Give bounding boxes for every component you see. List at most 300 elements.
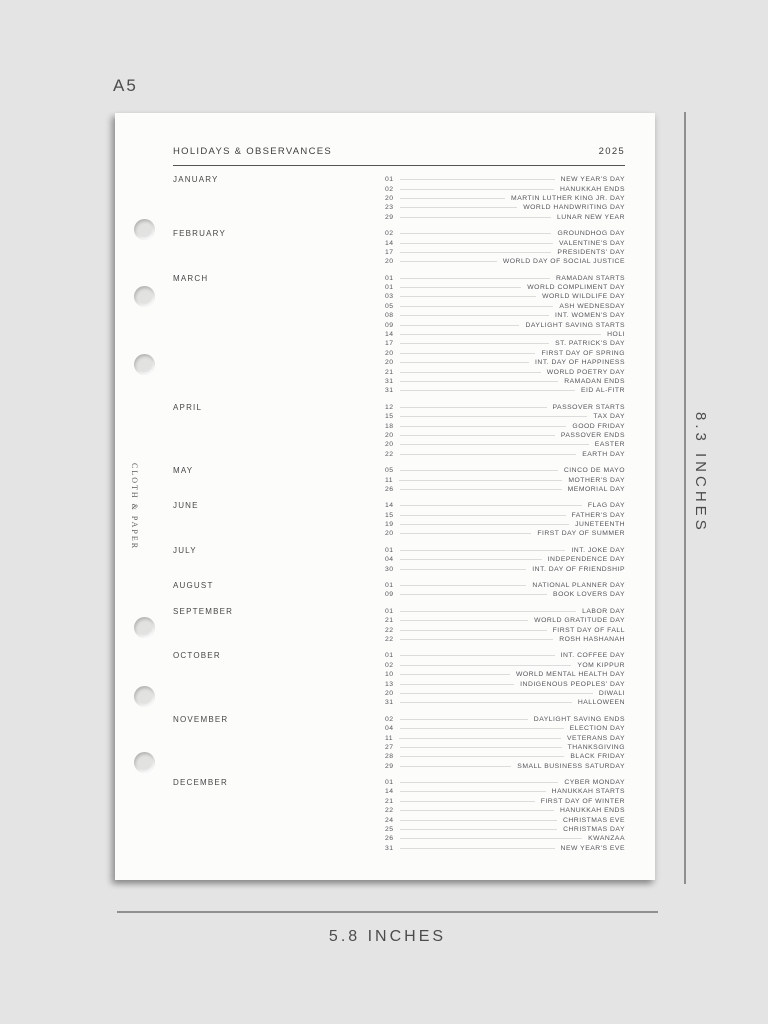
leader-line (400, 559, 542, 560)
holiday-date: 11 (385, 476, 394, 484)
leader-line (400, 278, 550, 279)
holiday-name: INT. JOKE DAY (571, 546, 625, 554)
punch-hole (134, 286, 155, 307)
holiday-name: HALLOWEEN (577, 699, 625, 707)
holiday-date: 02 (385, 230, 394, 238)
holiday-row (385, 339, 625, 348)
holiday-row (385, 581, 625, 590)
holiday-date: 31 (385, 844, 394, 852)
holiday-date: 29 (385, 213, 394, 221)
leader-line (400, 261, 497, 262)
holiday-name: WORLD COMPLIMENT DAY (527, 284, 625, 292)
holiday-date: 11 (385, 734, 394, 742)
holiday-row (385, 778, 625, 787)
leader-line (400, 756, 565, 757)
leader-line (400, 426, 567, 427)
holiday-date: 01 (385, 607, 394, 615)
leader-line (399, 738, 561, 739)
leader-line (400, 684, 515, 685)
holiday-row (385, 412, 625, 421)
leader-line (400, 252, 552, 253)
holiday-name: NATIONAL PLANNER DAY (532, 582, 625, 590)
holiday-name: CINCO DE MAYO (563, 467, 625, 475)
holiday-date: 14 (385, 331, 394, 339)
holiday-date: 09 (385, 321, 394, 329)
holiday-row (385, 440, 625, 449)
leader-line (400, 315, 549, 316)
holiday-date: 20 (385, 194, 394, 202)
month-section (173, 403, 625, 459)
holiday-name: EASTER (594, 441, 625, 449)
punch-hole (134, 617, 155, 638)
leader-line (400, 719, 528, 720)
holiday-name: INT. COFFEE DAY (560, 652, 625, 660)
leader-line (400, 569, 527, 570)
brand-vertical-text: CLOTH & PAPER (130, 463, 139, 551)
holiday-name: WORLD GRATITUDE DAY (534, 617, 625, 625)
holiday-name: NEW YEAR'S EVE (560, 844, 625, 852)
holiday-date: 04 (385, 725, 394, 733)
leader-line (400, 334, 602, 335)
holiday-date: 22 (385, 450, 394, 458)
month-label: DECEMBER (173, 777, 228, 787)
holiday-date: 01 (385, 546, 394, 554)
holiday-date: 01 (385, 274, 394, 282)
month-label: FEBRUARY (173, 228, 227, 238)
holiday-row (385, 292, 625, 301)
holiday-row (385, 421, 625, 430)
month-label: JUNE (173, 501, 199, 511)
leader-line (400, 747, 562, 748)
holiday-row (385, 825, 625, 834)
leader-line (400, 801, 535, 802)
holiday-date: 02 (385, 185, 394, 193)
holiday-name: ELECTION DAY (569, 725, 625, 733)
holiday-date: 01 (385, 284, 394, 292)
leader-line (400, 620, 529, 621)
holiday-name: WORLD DAY OF SOCIAL JUSTICE (502, 258, 625, 266)
holiday-name: FIRST DAY OF SPRING (541, 349, 625, 357)
leader-line (400, 782, 559, 783)
holiday-name: MOTHER'S DAY (568, 476, 625, 484)
holiday-row (385, 806, 625, 815)
month-entries (385, 501, 625, 539)
holiday-row (385, 330, 625, 339)
holiday-row (385, 834, 625, 843)
holiday-row (385, 175, 625, 184)
month-section (173, 274, 625, 396)
leader-line (400, 390, 575, 391)
holiday-name: LUNAR NEW YEAR (556, 213, 625, 221)
leader-line (400, 454, 577, 455)
holiday-row (385, 698, 625, 707)
holiday-row (385, 475, 625, 484)
month-entries (385, 403, 625, 459)
holiday-name: MEMORIAL DAY (567, 485, 625, 493)
holiday-name: INT. WOMEN'S DAY (555, 312, 625, 320)
holiday-row (385, 194, 625, 203)
holiday-date: 30 (385, 565, 394, 573)
holiday-name: HANUKKAH STARTS (551, 788, 625, 796)
month-label: APRIL (173, 402, 203, 412)
holiday-name: NEW YEAR'S DAY (560, 176, 625, 184)
holiday-row (385, 520, 625, 529)
leader-line (400, 594, 547, 595)
holiday-row (385, 815, 625, 824)
holiday-row (385, 283, 625, 292)
month-label: OCTOBER (173, 651, 221, 661)
holiday-name: INDIGENOUS PEOPLES' DAY (520, 680, 625, 688)
leader-line (400, 407, 547, 408)
leader-line (400, 189, 554, 190)
leader-line (400, 435, 555, 436)
months-list (173, 175, 625, 853)
holiday-row (385, 349, 625, 358)
width-dimension-label: 5.8 INCHES (328, 928, 447, 945)
holiday-date: 28 (385, 753, 394, 761)
holiday-date: 03 (385, 293, 394, 301)
holiday-row (385, 274, 625, 283)
width-dimension-line (117, 911, 658, 913)
holiday-name: EID AL-FITR (580, 387, 625, 395)
holiday-date: 20 (385, 441, 394, 449)
holiday-name: CHRISTMAS EVE (562, 816, 625, 824)
holiday-date: 20 (385, 689, 394, 697)
holiday-name: FATHER'S DAY (571, 511, 625, 519)
holiday-name: THANKSGIVING (567, 743, 625, 751)
leader-line (400, 325, 520, 326)
holiday-date: 26 (385, 835, 394, 843)
holiday-name: JUNETEENTH (575, 521, 625, 529)
holiday-name: WORLD HANDWRITING DAY (523, 204, 625, 212)
holiday-row (385, 689, 625, 698)
holiday-date: 29 (385, 762, 394, 770)
holiday-name: VETERANS DAY (567, 734, 625, 742)
holiday-row (385, 607, 625, 616)
holiday-date: 22 (385, 635, 394, 643)
holiday-row (385, 661, 625, 670)
leader-line (400, 470, 558, 471)
holiday-date: 01 (385, 652, 394, 660)
holiday-name: RAMADAN STARTS (555, 274, 625, 282)
punch-hole (134, 354, 155, 375)
planner-page (115, 113, 655, 880)
holiday-name: HANUKKAH ENDS (559, 185, 625, 193)
holiday-row (385, 651, 625, 660)
holiday-row (385, 546, 625, 555)
holiday-row (385, 184, 625, 193)
holiday-date: 21 (385, 368, 394, 376)
leader-line (400, 217, 551, 218)
month-label: SEPTEMBER (173, 606, 234, 616)
leader-line (399, 480, 562, 481)
holiday-name: LABOR DAY (582, 607, 625, 615)
holiday-row (385, 752, 625, 761)
holiday-date: 05 (385, 467, 394, 475)
holiday-row (385, 797, 625, 806)
holiday-name: CYBER MONDAY (564, 779, 625, 787)
month-entries (385, 715, 625, 771)
holiday-date: 09 (385, 591, 394, 599)
leader-line (400, 416, 588, 417)
holiday-name: WORLD POETRY DAY (546, 368, 625, 376)
holiday-date: 15 (385, 413, 394, 421)
leader-line (400, 444, 589, 445)
holiday-date: 04 (385, 556, 394, 564)
leader-line (400, 505, 582, 506)
holiday-date: 17 (385, 248, 394, 256)
holiday-row (385, 625, 625, 634)
leader-line (400, 728, 564, 729)
holiday-name: ASH WEDNESDAY (559, 302, 625, 310)
holiday-name: WORLD MENTAL HEALTH DAY (515, 671, 625, 679)
holiday-date: 27 (385, 743, 394, 751)
holiday-date: 20 (385, 359, 394, 367)
holiday-date: 20 (385, 258, 394, 266)
holiday-date: 20 (385, 431, 394, 439)
holiday-name: VALENTINE'S DAY (559, 239, 625, 247)
holiday-name: HOLI (607, 331, 625, 339)
holiday-row (385, 257, 625, 266)
holiday-date: 31 (385, 387, 394, 395)
holiday-row (385, 302, 625, 311)
holiday-row (385, 743, 625, 752)
leader-line (400, 829, 558, 830)
holiday-date: 01 (385, 582, 394, 590)
holiday-row (385, 377, 625, 386)
holiday-name: DAYLIGHT SAVING ENDS (533, 715, 625, 723)
holiday-date: 20 (385, 349, 394, 357)
holiday-name: GOOD FRIDAY (572, 422, 625, 430)
holiday-name: DIWALI (598, 689, 625, 697)
leader-line (400, 362, 529, 363)
holiday-name: FIRST DAY OF SUMMER (537, 530, 625, 538)
holiday-name: GROUNDHOG DAY (557, 230, 625, 238)
leader-line (400, 372, 541, 373)
month-section (173, 501, 625, 539)
holiday-row (385, 229, 625, 238)
holiday-name: HANUKKAH ENDS (559, 807, 625, 815)
leader-line (400, 639, 554, 640)
holiday-name: RAMADAN ENDS (564, 378, 625, 385)
month-label: JULY (173, 545, 197, 555)
holiday-name: DAYLIGHT SAVING STARTS (525, 321, 625, 329)
month-section (173, 651, 625, 707)
leader-line (400, 810, 554, 811)
page-content (173, 146, 625, 860)
holiday-row (385, 358, 625, 367)
holiday-row (385, 367, 625, 376)
holiday-name: FIRST DAY OF FALL (552, 626, 625, 634)
leader-line (400, 611, 577, 612)
holiday-name: FIRST DAY OF WINTER (540, 797, 625, 805)
holiday-row (385, 844, 625, 853)
leader-line (400, 550, 566, 551)
leader-line (400, 655, 555, 656)
holiday-name: MARTIN LUTHER KING JR. DAY (511, 194, 625, 202)
holiday-date: 22 (385, 807, 394, 815)
month-label: MARCH (173, 273, 209, 283)
holiday-name: BOOK LOVERS DAY (553, 591, 625, 599)
holiday-row (385, 485, 625, 494)
holiday-name: ROSH HASHANAH (559, 635, 625, 643)
leader-line (400, 287, 522, 288)
leader-line (400, 533, 532, 534)
holiday-date: 22 (385, 626, 394, 634)
page-title: HOLIDAYS & OBSERVANCES (173, 146, 333, 157)
holiday-row (385, 733, 625, 742)
holiday-row (385, 787, 625, 796)
leader-line (400, 791, 546, 792)
holiday-name: BLACK FRIDAY (570, 753, 625, 761)
holiday-name: PRESIDENTS' DAY (557, 248, 625, 256)
holiday-date: 02 (385, 661, 394, 669)
holiday-date: 01 (385, 779, 394, 787)
leader-line (400, 585, 527, 586)
height-dimension-line (684, 112, 686, 884)
month-label: JANUARY (173, 175, 219, 184)
holiday-row (385, 311, 625, 320)
month-label: MAY (173, 465, 194, 475)
month-entries (385, 778, 625, 853)
holiday-name: SMALL BUSINESS SATURDAY (517, 762, 625, 770)
holiday-row (385, 213, 625, 222)
leader-line (400, 353, 536, 354)
month-label: NOVEMBER (173, 714, 229, 724)
leader-line (400, 233, 552, 234)
month-entries (385, 175, 625, 222)
leader-line (400, 179, 555, 180)
holiday-date: 01 (385, 176, 394, 184)
leader-line (400, 702, 572, 703)
holiday-name: TAX DAY (593, 413, 625, 421)
leader-line (400, 207, 518, 208)
month-section (173, 778, 625, 853)
page-header (173, 146, 625, 166)
holiday-name: INT. DAY OF FRIENDSHIP (532, 565, 625, 573)
holiday-date: 14 (385, 239, 394, 247)
month-entries (385, 651, 625, 707)
month-entries (385, 274, 625, 396)
month-entries (385, 546, 625, 574)
leader-line (400, 198, 505, 199)
holiday-date: 24 (385, 816, 394, 824)
holiday-name: WORLD WILDLIFE DAY (542, 293, 625, 301)
holiday-date: 10 (385, 671, 394, 679)
leader-line (400, 296, 537, 297)
holiday-name: FLAG DAY (587, 502, 625, 510)
holiday-name: ST. PATRICK'S DAY (555, 340, 625, 348)
holiday-row (385, 501, 625, 510)
holiday-name: EARTH DAY (582, 450, 625, 458)
holiday-name: PASSOVER STARTS (552, 403, 625, 411)
height-dimension-label: 8.3 INCHES (692, 412, 709, 534)
month-entries (385, 607, 625, 645)
holiday-date: 23 (385, 204, 394, 212)
holiday-name: CHRISTMAS DAY (563, 826, 625, 834)
leader-line (400, 343, 550, 344)
holiday-date: 26 (385, 485, 394, 493)
leader-line (400, 665, 572, 666)
month-section (173, 607, 625, 645)
holiday-date: 19 (385, 521, 394, 529)
holiday-date: 25 (385, 826, 394, 834)
holiday-date: 17 (385, 340, 394, 348)
holiday-row (385, 590, 625, 599)
holiday-date: 31 (385, 378, 394, 385)
leader-line (400, 820, 557, 821)
holiday-row (385, 203, 625, 212)
holiday-date: 15 (385, 511, 394, 519)
holiday-row (385, 431, 625, 440)
punch-hole (134, 219, 155, 240)
month-label: AUGUST (173, 580, 214, 590)
month-section (173, 581, 625, 600)
holiday-row (385, 635, 625, 644)
holiday-row (385, 248, 625, 257)
month-section (173, 546, 625, 574)
holiday-date: 21 (385, 797, 394, 805)
size-label: A5 (113, 76, 138, 95)
holiday-row (385, 466, 625, 475)
holiday-row (385, 715, 625, 724)
holiday-row (385, 450, 625, 459)
month-entries (385, 466, 625, 494)
holiday-date: 08 (385, 312, 394, 320)
month-section (173, 466, 625, 494)
leader-line (400, 524, 570, 525)
leader-line (400, 693, 593, 694)
punch-hole (134, 686, 155, 707)
holiday-row (385, 529, 625, 538)
holiday-date: 18 (385, 422, 394, 430)
holiday-date: 12 (385, 403, 394, 411)
leader-line (400, 381, 559, 382)
holiday-row (385, 555, 625, 564)
holiday-date: 14 (385, 502, 394, 510)
leader-line (400, 515, 566, 516)
holiday-row (385, 670, 625, 679)
month-entries (385, 229, 625, 267)
holiday-row (385, 564, 625, 573)
holiday-row (385, 679, 625, 688)
holiday-date: 31 (385, 699, 394, 707)
month-section (173, 175, 625, 222)
leader-line (400, 838, 583, 839)
holiday-row (385, 403, 625, 412)
holiday-row (385, 724, 625, 733)
holiday-name: PASSOVER ENDS (560, 431, 625, 439)
punch-hole (134, 752, 155, 773)
leader-line (400, 674, 510, 675)
leader-line (400, 848, 555, 849)
leader-line (400, 489, 562, 490)
holiday-date: 05 (385, 302, 394, 310)
leader-line (400, 306, 554, 307)
holiday-name: INT. DAY OF HAPPINESS (535, 359, 625, 367)
holiday-row (385, 238, 625, 247)
holiday-row (385, 511, 625, 520)
holiday-row (385, 386, 625, 395)
holiday-name: INDEPENDENCE DAY (547, 556, 625, 564)
month-section (173, 715, 625, 771)
holiday-date: 20 (385, 530, 394, 538)
holiday-name: YOM KIPPUR (577, 661, 625, 669)
holiday-date: 13 (385, 680, 394, 688)
holiday-date: 02 (385, 715, 394, 723)
page-year: 2025 (598, 146, 625, 157)
holiday-row (385, 761, 625, 770)
